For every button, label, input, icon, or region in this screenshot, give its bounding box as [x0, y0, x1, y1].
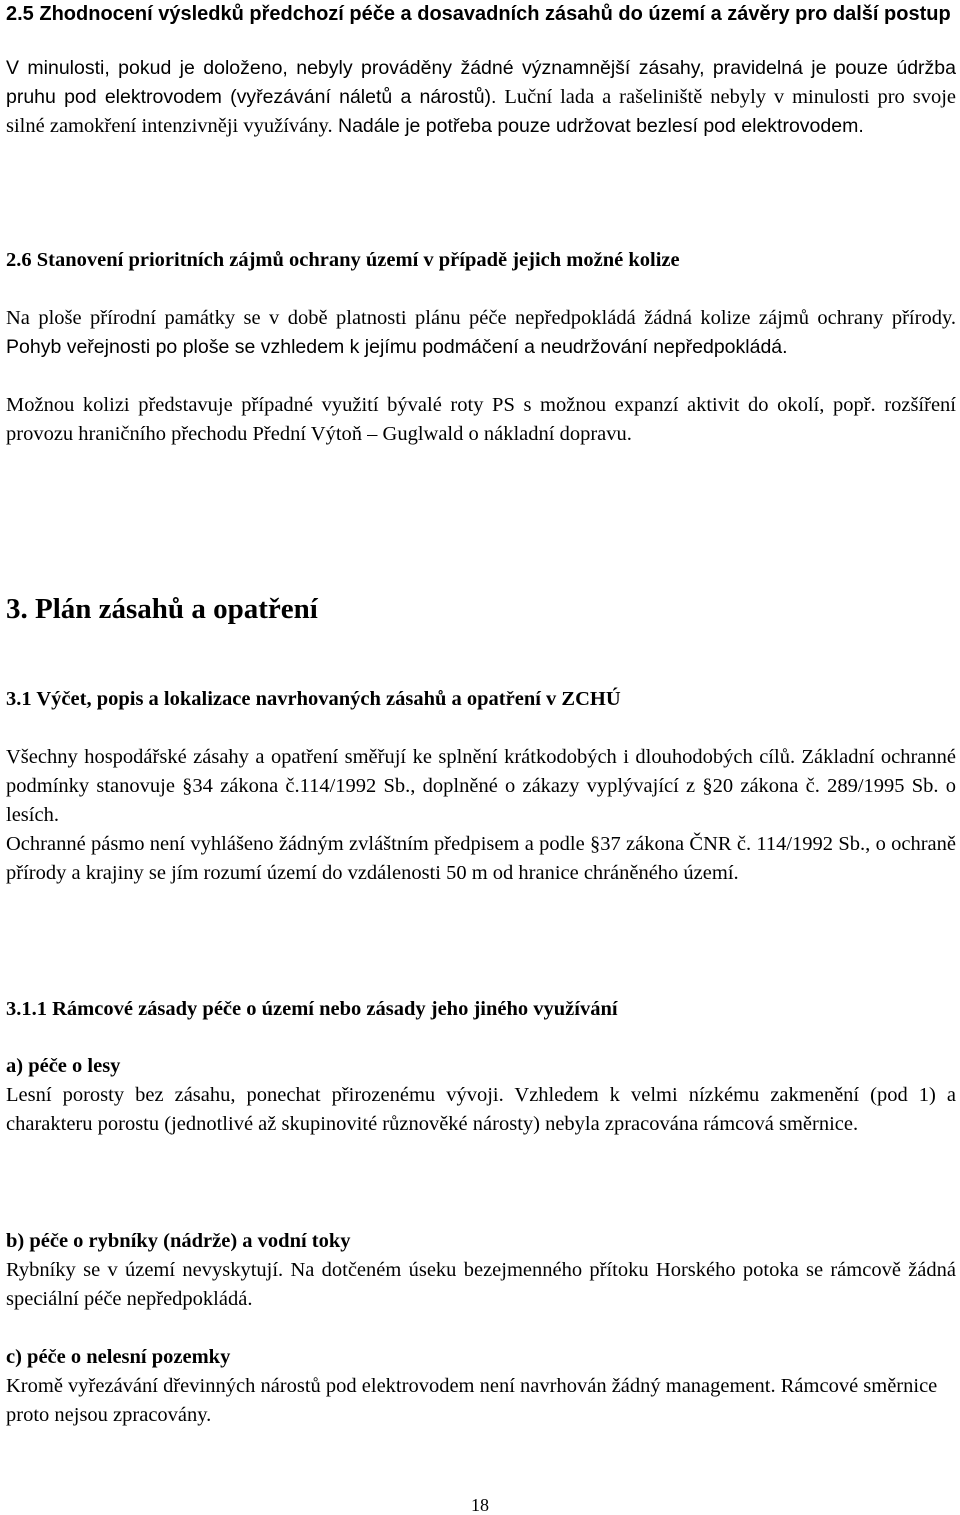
- section-3-1-paragraph-1: Všechny hospodářské zásahy a opatření směřují ke splnění krátkodobých i dlouhodobých cílů. Základní ochranné podmínky stanovuje §34 zákona č.114/1992 Sb., doplněné o zákazy vyplývající z §20 zákona č. 289/1995 Sb. o lesích.: [6, 746, 956, 826]
- subsection-c-heading: c) péče o nelesní pozemky: [6, 1346, 231, 1368]
- section-2-6-paragraph-1: [6, 304, 956, 362]
- subsection-c-text: Kromě vyřezávání dřevinných nárostů pod elektrovodem není navrhován žádný management. Rámcové směrnice proto nejsou zpracovány.: [6, 1375, 938, 1426]
- section-2-5-text-part-a: V minulosti, pokud je doloženo, nebyly prováděny žádné významnější zásahy, pravidelná je pouze údržba pruhu pod elektrovodem (vyřezávání náletů a nárostů).: [6, 57, 956, 108]
- section-2-6-text-part-b: Pohyb veřejnosti po ploše se vzhledem k jejímu podmáčení a neudržování nepředpokládá.: [6, 336, 788, 358]
- section-3-1-heading: 3.1 Výčet, popis a lokalizace navrhovaných zásahů a opatření v ZCHÚ: [6, 688, 621, 710]
- section-3-heading: 3. Plán zásahů a opatření: [6, 593, 318, 625]
- subsection-b-heading: b) péče o rybníky (nádrže) a vodní toky: [6, 1230, 351, 1252]
- section-2-6-text-part-a: Na ploše přírodní památky se v době platnosti plánu péče nepředpokládá žádná kolize zájmů ochrany přírody.: [6, 307, 956, 329]
- section-2-5-text-part-c: Nadále je potřeba pouze udržovat bezlesí pod elektrovodem.: [332, 115, 864, 137]
- section-2-5-heading: 2.5 Zhodnocení výsledků předchozí péče a dosavadních zásahů do území a závěry pro další postup: [6, 3, 951, 25]
- section-2-6-heading: 2.6 Stanovení prioritních zájmů ochrany území v případě jejich možné kolize: [6, 249, 680, 271]
- subsection-b-text: Rybníky se v území nevyskytují. Na dotčeném úseku bezejmenného přítoku Horského potoka se rámcově žádná speciální péče nepředpokládá.: [6, 1259, 956, 1310]
- section-2-5-paragraph: [6, 54, 956, 141]
- section-2-6-paragraph-2: Možnou kolizi představuje případné využití bývalé roty PS s možnou expanzí aktivit do okolí, popř. rozšíření provozu hraničního přechodu Přední Výtoň – Guglwald o nákladní dopravu.: [6, 394, 956, 445]
- section-2-5-text-part-b: Luční lada a rašeliniště nebyly v minulosti pro svoje silné zamokření intenzivněji využívány.: [6, 86, 956, 137]
- page-number: 18: [471, 1495, 489, 1515]
- subsection-a-text: Lesní porosty bez zásahu, ponechat přirozenému vývoji. Vzhledem k velmi nízkému zakmenění (pod 1) a charakteru porostu (jednotlivé až skupinovité různověké nárosty) nebyla zpracována rámcová směrnice.: [6, 1084, 956, 1135]
- subsection-a-heading: a) péče o lesy: [6, 1055, 121, 1077]
- section-3-1-paragraph-2: Ochranné pásmo není vyhlášeno žádným zvláštním předpisem a podle §37 zákona ČNR č. 114/1992 Sb., o ochraně přírody a krajiny se jím rozumí území do vzdálenosti 50 m od hranice chráněného území.: [6, 833, 956, 884]
- section-3-1-1-heading: 3.1.1 Rámcové zásady péče o území nebo zásady jeho jiného využívání: [6, 998, 618, 1020]
